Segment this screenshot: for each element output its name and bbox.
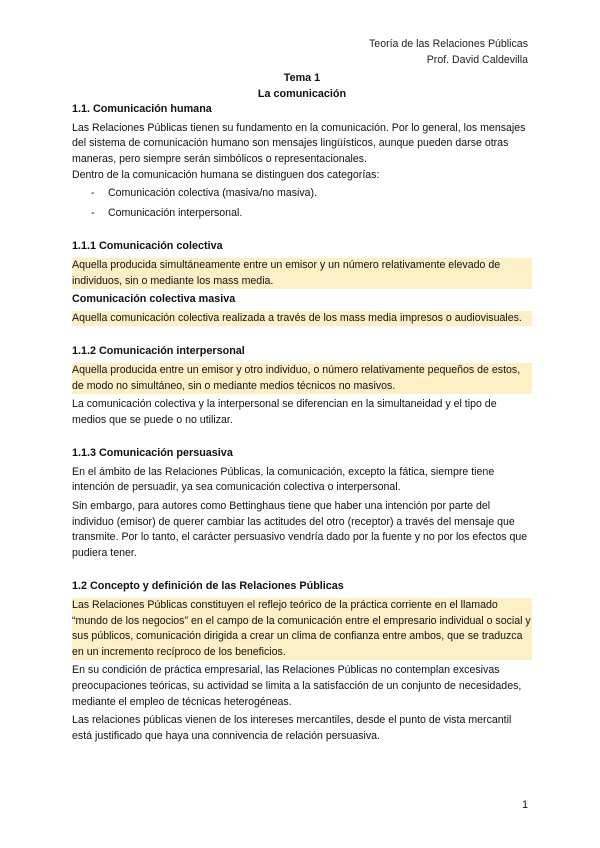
section-heading: 1.1.2 Comunicación interpersonal — [72, 345, 245, 358]
list-item — [72, 206, 532, 222]
topic-title-block — [72, 71, 532, 102]
paragraph: En el ámbito de las Relaciones Públicas, la comunicación, excepto la fática, siempre tiene intención de persuadir, ya sea comunicación colectiva o interpersonal. — [72, 465, 495, 494]
professor-name: Prof. David Caldevilla — [426, 53, 528, 66]
highlighted-definition: Las Relaciones Públicas constituyen el reflejo teórico de la práctica corriente en el llamado “mundo de los negocios” en el campo de la comunicación entre el empresario individual o social y sus públicos, comunicación dirigida a crear un clima de confianza entre ambos, que se traduzca en un incremento recíproco de los beneficios. — [72, 598, 532, 660]
section-relaciones-publicas — [72, 579, 532, 744]
highlighted-definition: Aquella comunicación colectiva realizada a través de los mass media impresos o audiovisuales. — [72, 311, 532, 327]
highlighted-definition: Aquella producida simultáneamente entre un emisor y un número relativamente elevado de individuos, sin o mediante los mass media. — [72, 258, 532, 289]
topic-number: Tema 1 — [283, 72, 321, 84]
list-item — [72, 186, 532, 202]
highlighted-definition: Aquella producida entre un emisor y otro individuo, o número relativamente pequeños de estos, de modo no simultáneo, sin o mediante medios técnicos no masivos. — [72, 363, 532, 394]
category-list — [72, 186, 532, 221]
section-heading: 1.1.3 Comunicación persuasiva — [72, 447, 233, 460]
paragraph: Dentro de la comunicación humana se distinguen dos categorías: — [72, 168, 380, 181]
list-item-text: Comunicación colectiva (masiva/no masiva). — [108, 187, 318, 200]
subsection-heading: Comunicación colectiva masiva — [72, 293, 236, 306]
section-comunicacion-colectiva — [72, 239, 532, 326]
paragraph: En su condición de práctica empresarial, las Relaciones Públicas no contemplan excesivas preocupaciones teóricas, su actividad se limita a la satisfacción de un conjunto de necesidades, mediante el empleo de técnicas heterogéneas. — [72, 664, 522, 708]
list-item-text: Comunicación interpersonal. — [108, 206, 243, 219]
page-header — [369, 37, 528, 68]
section-comunicacion-humana — [72, 102, 532, 221]
paragraph: Sin embargo, para autores como Bettinghaus tiene que haber una intención por parte del individuo (emisor) de querer cambiar las actitudes del otro (receptor) a través del mensaje que transmite. Por lo tanto, el carácter persuasivo vendría dado por la fuente y no por los efectos que pudiera tener. — [72, 500, 528, 559]
dash-bullet: - — [91, 206, 95, 219]
page-number: 1 — [522, 799, 528, 811]
section-comunicacion-interpersonal — [72, 344, 532, 428]
section-heading: 1.1.1 Comunicación colectiva — [72, 240, 223, 253]
section-heading: 1.2 Concepto y definición de las Relaciones Públicas — [72, 580, 344, 593]
paragraph: Las relaciones públicas vienen de los intereses mercantiles, desde el punto de vista mercantil está justificado que haya una connivencia de relación persuasiva. — [72, 714, 512, 742]
paragraph: Las Relaciones Públicas tienen su fundamento en la comunicación. Por lo general, los mensajes del sistema de comunicación humano son mensajes lingüísticos, aunque pueden darse otras maneras, pero siempre serán simbólicos o representacionales. — [72, 121, 526, 165]
section-heading: 1.1. Comunicación humana — [72, 103, 212, 116]
course-title: Teoría de las Relaciones Públicas — [369, 38, 528, 50]
section-comunicacion-persuasiva — [72, 446, 532, 561]
dash-bullet: - — [91, 187, 95, 200]
paragraph: La comunicación colectiva y la interpersonal se diferencian en la simultaneidad y el tipo de medios que se puede o no utilizar. — [72, 398, 497, 426]
document-body — [72, 71, 532, 744]
topic-title: La comunicación — [257, 87, 347, 100]
